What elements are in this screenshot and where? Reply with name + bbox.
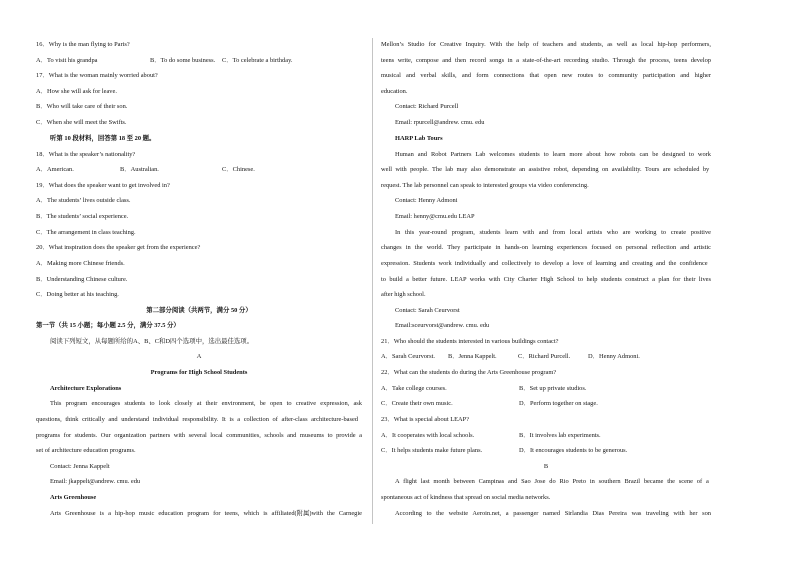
question-16-options [36, 57, 366, 65]
section-title: 第一节（共 15 小题；每小题 2.5 分，满分 37.5 分） [36, 322, 180, 329]
paragraph-line: Arts Greenhouse is a hip-hop music education program for teens, which is affiliated(附属)with the Carnegie [50, 510, 362, 517]
option-a: A．Sarah Ceurvorst. [381, 353, 435, 360]
question-22-stem: 22．What can the students do during the Arts Greenhouse program? [381, 369, 557, 376]
contact-line: Contact: Jenna Kappelt [50, 463, 110, 470]
option-d: D．It encourages students to be generous. [519, 447, 628, 454]
option-b: B．Understanding Chinese culture. [36, 276, 128, 283]
contact-line: Contact: Richard Purcell [395, 103, 459, 110]
option-d: D．Henny Admoni. [588, 353, 640, 360]
passage-a-title: Programs for High School Students [150, 369, 248, 376]
paragraph-line: programs for students. Our organization partners with several local communities, schools and museums to provide a [36, 432, 362, 439]
program-heading: HARP Lab Tours [395, 135, 443, 142]
option-b: B．The students’ social experience. [36, 213, 129, 220]
paragraph-line: Human and Robot Partners Lab welcomes students to learn more about how robots can be designed to work [395, 151, 711, 158]
option-c: C．Create their own music. [381, 400, 453, 407]
paragraph-line: changes in the world. They participate in hands-on learning experiences focused on personal reflection and artistic [381, 244, 711, 251]
question-18-options [36, 166, 366, 174]
listening-instruction: 听第 10 段材料，回答第 18 至 20 题。 [50, 135, 156, 142]
paragraph-line: well with people. The lab may also demonstrate an assistive robot, depending on availability. Tours are scheduled by [381, 166, 710, 173]
question-23-options-cd [381, 447, 711, 455]
question-16-stem: 16．Why is the man flying to Paris? [36, 41, 130, 48]
email-line: Email:sceurvorst@andrew. cmu. edu [395, 322, 490, 329]
option-b: B．It involves lab experiments. [519, 432, 601, 439]
contact-line: Contact: Sarah Ceurvorst [395, 307, 460, 314]
option-b: B．To do some business. [150, 57, 216, 64]
email-line: Email: henny@cmu.edu LEAP [395, 213, 475, 220]
paragraph-line: education. [381, 88, 408, 95]
paragraph-line: According to the website Aeroin.net, a passenger named Sirlandia Dias Pereira was traveling with her son [395, 510, 711, 517]
paragraph-line: teens write, compose and then record songs in a state-of-the-art recording studio. Through the process, teens develop [381, 57, 711, 64]
question-21-stem: 21．Who should the students interested in various buildings contact? [381, 338, 559, 345]
column-divider [372, 38, 373, 524]
question-20-stem: 20．What inspiration does the speaker get from the experience? [36, 244, 201, 251]
paragraph-line: set of architecture education programs. [36, 447, 136, 454]
question-17-stem: 17．What is the woman mainly worried about? [36, 72, 158, 79]
paragraph-line: spontaneous act of kindness that spread on social media networks. [381, 494, 551, 501]
paragraph-line: expression. Students work individually and collectively to develop a love of learning and creating and the confidence [381, 260, 708, 267]
email-line: Email: rpurcell@andrew. cmu. edu [395, 119, 485, 126]
option-a: A．It cooperates with local schools. [381, 432, 475, 439]
paragraph-line: after high school. [381, 291, 426, 298]
reading-directions: 阅读下列短文，从每题所给的A、B、C和D四个选项中，选出最佳选项。 [50, 338, 254, 345]
option-a: A．Making more Chinese friends. [36, 260, 125, 267]
option-b: B．Jenna Kappelt. [448, 353, 497, 360]
question-19-stem: 19．What does the speaker want to get involved in? [36, 182, 170, 189]
option-b: B．Set up private studios. [519, 385, 587, 392]
question-18-stem: 18．What is the speaker’s nationality? [36, 151, 136, 158]
option-a: A．How she will ask for leave. [36, 88, 117, 95]
program-heading: Arts Greenhouse [50, 494, 97, 501]
option-d: D．Perform together on stage. [519, 400, 598, 407]
option-c: C．Chinese. [222, 166, 255, 173]
option-b: B．Australian. [120, 166, 159, 173]
passage-b-label: B [543, 463, 549, 470]
option-b: B．Who will take care of their son. [36, 103, 128, 110]
option-c: C．To celebrate a birthday. [222, 57, 293, 64]
option-a: A．American. [36, 166, 74, 173]
paragraph-line: This program encourages students to look closely at their environment, be open to creative expression, ask [50, 400, 362, 407]
contact-line: Contact: Henny Admoni [395, 197, 458, 204]
paragraph-line: A flight last month between Campinas and Sao Jose do Rio Preto in southern Brazil became the scene of a [395, 478, 709, 485]
email-line: Email: jkappelt@andrew. cmu. edu [50, 478, 141, 485]
paragraph-line: musical and verbal skills, and form connections that open new routes to community participation and higher [381, 72, 711, 79]
option-c: C．Richard Purcell. [518, 353, 571, 360]
option-c: C．It helps students make future plans. [381, 447, 483, 454]
question-22-options-cd [381, 400, 711, 408]
paragraph-line: questions, think critically and understand individual responsibility. It is a collection of after-class architecture-based [36, 416, 358, 423]
paragraph-line: Mellon’s Studio for Creative Inquiry. With the help of teachers and students, as well as local hip-hop performers, [381, 41, 711, 48]
paragraph-line: request. The lab personnel can speak to interested groups via video conferencing. [381, 182, 589, 189]
option-c: C．When she will meet the Swifts. [36, 119, 127, 126]
option-a: A．The students’ lives outside class. [36, 197, 131, 204]
option-a: A．To visit his grandpa [36, 57, 98, 64]
option-c: C．The arrangement in class teaching. [36, 229, 136, 236]
part-title: 第二部分阅读（共两节，满分 50 分） [146, 307, 252, 314]
passage-a-label: A [196, 353, 202, 360]
question-23-stem: 23．What is special about LEAP? [381, 416, 470, 423]
question-23-options-ab [381, 432, 711, 440]
paragraph-line: to build a better future. LEAP works with City Charter High School to help students construct a plan for their lives [381, 276, 711, 283]
option-c: C．Doing better at his teaching. [36, 291, 119, 298]
paragraph-line: In this year-round program, students learn with and from local artists who are working to create positive [395, 229, 711, 236]
program-heading: Architecture Explorations [50, 385, 122, 392]
question-22-options-ab [381, 385, 711, 393]
question-21-options [381, 353, 711, 361]
option-a: A．Take college courses. [381, 385, 447, 392]
